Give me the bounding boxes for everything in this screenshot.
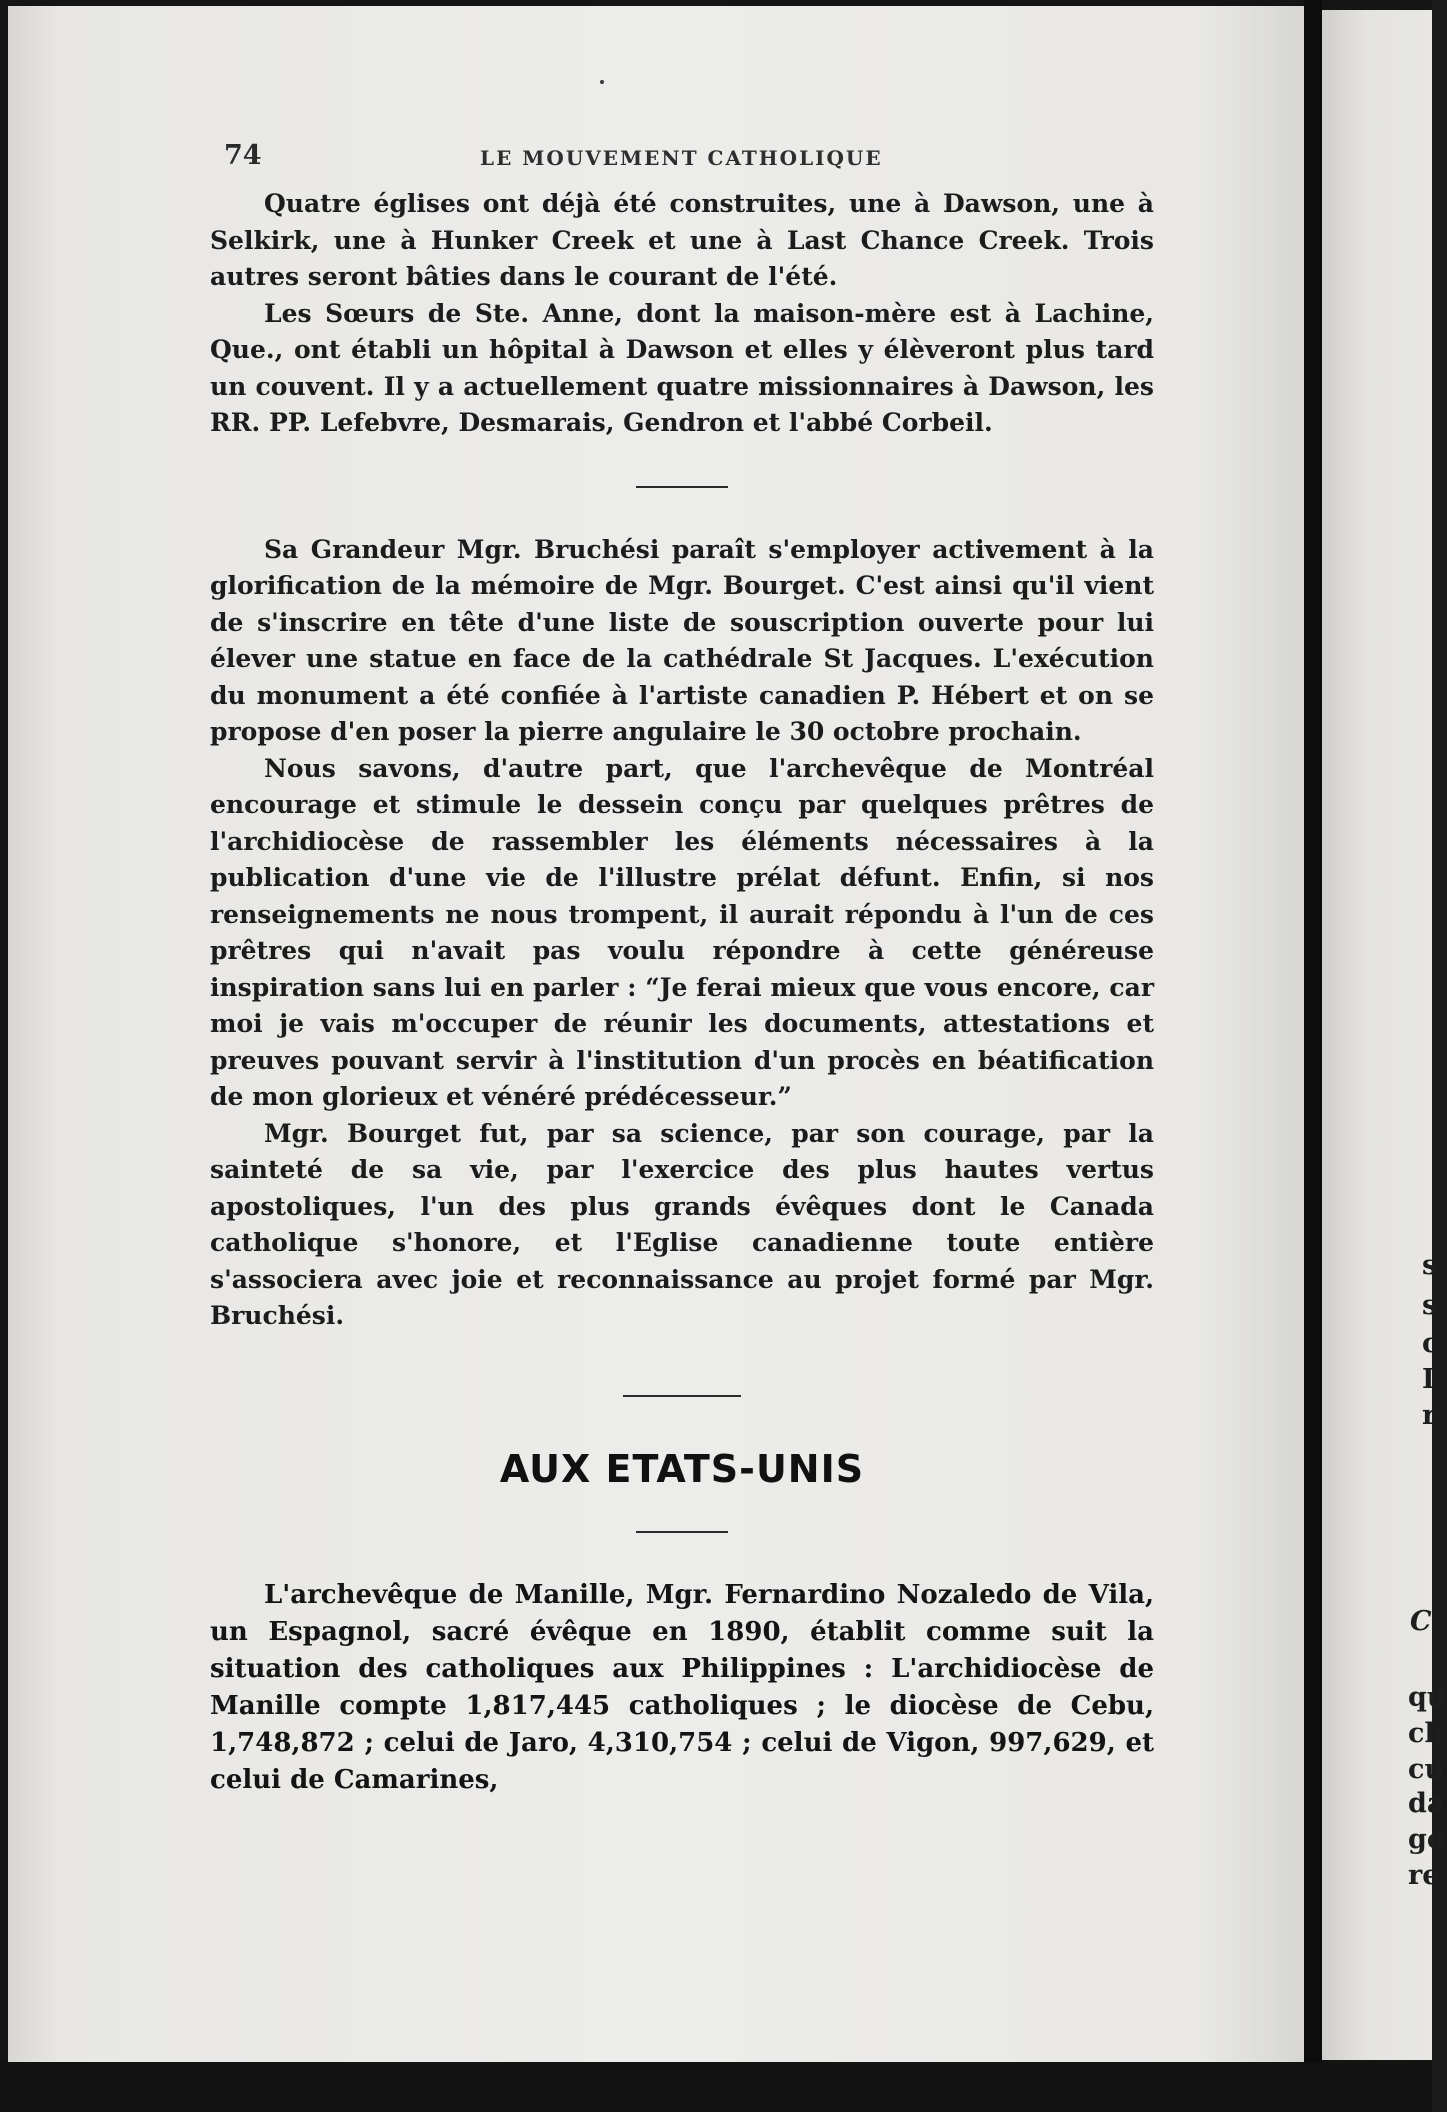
adjacent-fragment: s bbox=[1422, 1290, 1438, 1321]
adjacent-page-edge bbox=[1322, 10, 1447, 2060]
adjacent-fragment: go bbox=[1408, 1824, 1445, 1855]
paragraph: Nous savons, d'autre part, que l'archevêque de Montréal encourage et stimule le dessein conçu par quelques prêtres de l'archidiocèse de rassembler les éléments nécessaires à la publication d'une vie de l'illustre prélat défunt. Enfin, si nos renseignements ne nous trompent, il aurait répondu à l'un de ces prêtres qui n'avait pas voulu répondre à cette généreuse inspiration sans lui en parler : “Je ferai mieux que vous encore, car moi je vais m'occuper de réunir les documents, attestations et preuves pouvant servir à l'institution d'un procès en béatification de mon glorieux et vénéré prédécesseur.” bbox=[210, 753, 1154, 1111]
page-text-block bbox=[210, 140, 1154, 1799]
adjacent-fragment: s bbox=[1422, 1250, 1438, 1281]
adjacent-fragment: qu bbox=[1408, 1682, 1447, 1713]
scan-bottom-edge bbox=[0, 2062, 1432, 2112]
section-heading: AUX ETATS-UNIS bbox=[499, 1446, 865, 1491]
adjacent-fragment: I bbox=[1422, 1364, 1435, 1395]
section-etats-unis bbox=[210, 1577, 1154, 1799]
running-title: LE MOUVEMENT CATHOLIQUE bbox=[480, 146, 883, 170]
section-canada-missions bbox=[210, 186, 1154, 442]
paragraph: L'archevêque de Manille, Mgr. Fernardino Nozaledo de Vila, un Espagnol, sacré évêque en 1890, établit comme suit la situation des catholiques aux Philippines : L'archidiocèse de Manille compte 1,817,445 catholiques ; le diocèse de Cebu, 1,748,872 ; celui de Jaro, 4,310,754 ; celui de Vigon, 997,629, et celui de Camarines, bbox=[210, 1579, 1154, 1795]
section-divider bbox=[636, 486, 728, 488]
paragraph: Les Sœurs de Ste. Anne, dont la maison-mère est à Lachine, Que., ont établi un hôpital à Dawson et elles y élèveront plus tard un couvent. Il y a actuellement quatre missionnaires à Dawson, les RR. PP. Lefebvre, Desmarais, Gendron et l'abbé Corbeil. bbox=[210, 298, 1154, 437]
adjacent-fragment: da bbox=[1408, 1788, 1445, 1819]
section-bourget bbox=[210, 532, 1154, 1335]
paragraph: Sa Grandeur Mgr. Bruchési paraît s'employer activement à la glorification de la mémoire de Mgr. Bourget. C'est ainsi qu'il vient de s'inscrire en tête d'une liste de souscription ouverte pour lui élever une statue en face de la cathédrale St Jacques. L'exécution du monument a été confiée à l'artiste canadien P. Hébert et on se propose d'en poser la pierre angulaire le 30 octobre prochain. bbox=[210, 534, 1154, 746]
adjacent-fragment: re bbox=[1408, 1860, 1440, 1891]
running-head bbox=[210, 140, 1154, 186]
book-gutter bbox=[1304, 0, 1322, 2112]
adjacent-fragment: ch bbox=[1408, 1718, 1445, 1749]
paragraph: Quatre églises ont déjà été construites, une à Dawson, une à Selkirk, une à Hunker Creek et une à Last Chance Creek. Trois autres seront bâties dans le courant de l'été. bbox=[210, 189, 1154, 291]
paper-speck bbox=[600, 80, 604, 84]
adjacent-fragment: c bbox=[1422, 1328, 1439, 1359]
page-number: 74 bbox=[224, 140, 262, 171]
adjacent-fragment: cu bbox=[1408, 1754, 1445, 1785]
paragraph: Mgr. Bourget fut, par sa science, par son courage, par la sainteté de sa vie, par l'exercice des plus hautes vertus apostoliques, l'un des plus grands évêques dont le Canada catholique s'honore, et l'Eglise canadienne toute entière s'associera avec joie et reconnaissance au projet formé par Mgr. Bruchési. bbox=[210, 1118, 1154, 1330]
section-divider bbox=[636, 1531, 728, 1533]
section-divider bbox=[623, 1395, 741, 1397]
adjacent-fragment: C bbox=[1410, 1606, 1432, 1637]
adjacent-fragment: r bbox=[1422, 1400, 1437, 1431]
